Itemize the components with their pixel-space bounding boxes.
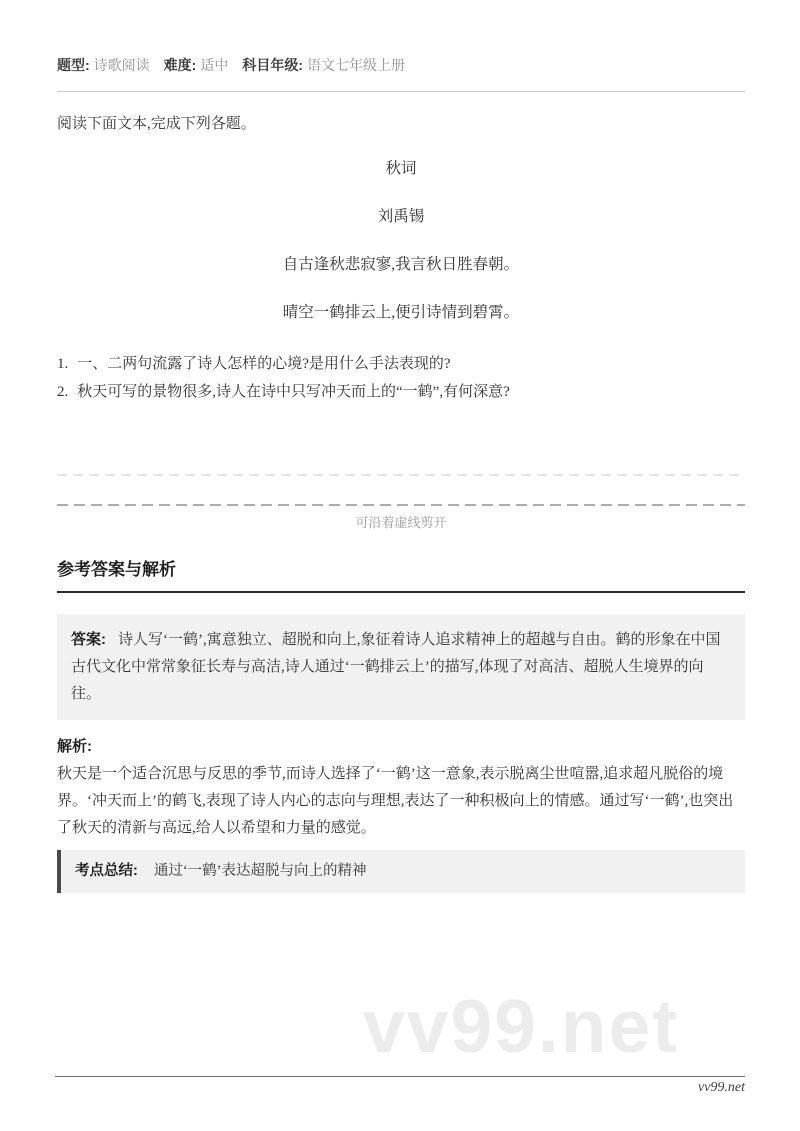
question-item — [57, 378, 745, 406]
summary-label: 考点总结: — [75, 863, 138, 879]
question-number: 1. — [57, 356, 69, 372]
meta-difficulty-label: 难度: — [163, 57, 197, 73]
question-list — [57, 350, 745, 406]
question-text: 秋天可写的景物很多,诗人在诗中只写冲天而上的“一鹤”,有何深意? — [77, 384, 510, 400]
watermark-text: vv99.net — [363, 984, 680, 1068]
question-number: 2. — [57, 384, 69, 400]
answers-section-heading: 参考答案与解析 — [57, 560, 176, 579]
answers-heading-rule — [57, 591, 745, 593]
analysis-text: 秋天是一个适合沉思与反思的季节,而诗人选择了‘一鹤’这一意象,表示脱离尘世喧嚣,追求超凡脱俗的境界。‘冲天而上’的鹤飞,表现了诗人内心的志向与理想,表达了一种积极向上的情感。通过写‘一鹤’,也突出了秋天的清新与高远,给人以希望和力量的感觉。 — [57, 766, 734, 836]
poem-title: 秋词 — [385, 160, 417, 177]
summary-text: 通过‘一鹤’表达超脱与向上的精神 — [153, 863, 367, 879]
footer-divider — [55, 1076, 745, 1077]
cut-dashed-line-light — [57, 474, 745, 476]
intro-text: 阅读下面文本,完成下列各题。 — [57, 116, 256, 132]
question-item — [57, 350, 745, 378]
analysis-label: 解析: — [57, 738, 92, 755]
key-point-summary-box — [57, 850, 745, 893]
question-meta — [57, 55, 745, 77]
answer-box — [57, 614, 745, 720]
cut-dashed-line-dark — [57, 504, 745, 506]
meta-subject-value: 语文七年级上册 — [307, 59, 406, 74]
answer-label: 答案: — [71, 631, 106, 648]
poem-author: 刘禹锡 — [377, 208, 425, 225]
poem-line: 自古逢秋悲寂寥,我言秋日胜春朝。 — [282, 256, 520, 273]
answer-text: 诗人写‘一鹤’,寓意独立、超脱和向上,象征着诗人追求精神上的超越与自由。鹤的形象在中国古代文化中常常象征长寿与高洁,诗人通过‘一鹤排云上’的描写,体现了对高洁、超脱人生境界的向往。 — [71, 632, 721, 702]
cut-note: 可沿着虚线剪开 — [355, 515, 447, 530]
meta-type-label: 题型: — [57, 57, 90, 73]
meta-difficulty-value: 适中 — [200, 59, 229, 74]
footer-site-text: vv99.net — [697, 1080, 745, 1095]
meta-subject-label: 科目年级: — [242, 57, 304, 73]
poem-line: 晴空一鹤排云上,便引诗情到碧霄。 — [282, 304, 520, 321]
meta-type-value: 诗歌阅读 — [93, 59, 150, 74]
meta-divider — [57, 91, 745, 92]
question-text: 一、二两句流露了诗人怎样的心境?是用什么手法表现的? — [77, 356, 451, 372]
answer-paragraph — [71, 626, 731, 708]
poem-block — [57, 158, 745, 324]
